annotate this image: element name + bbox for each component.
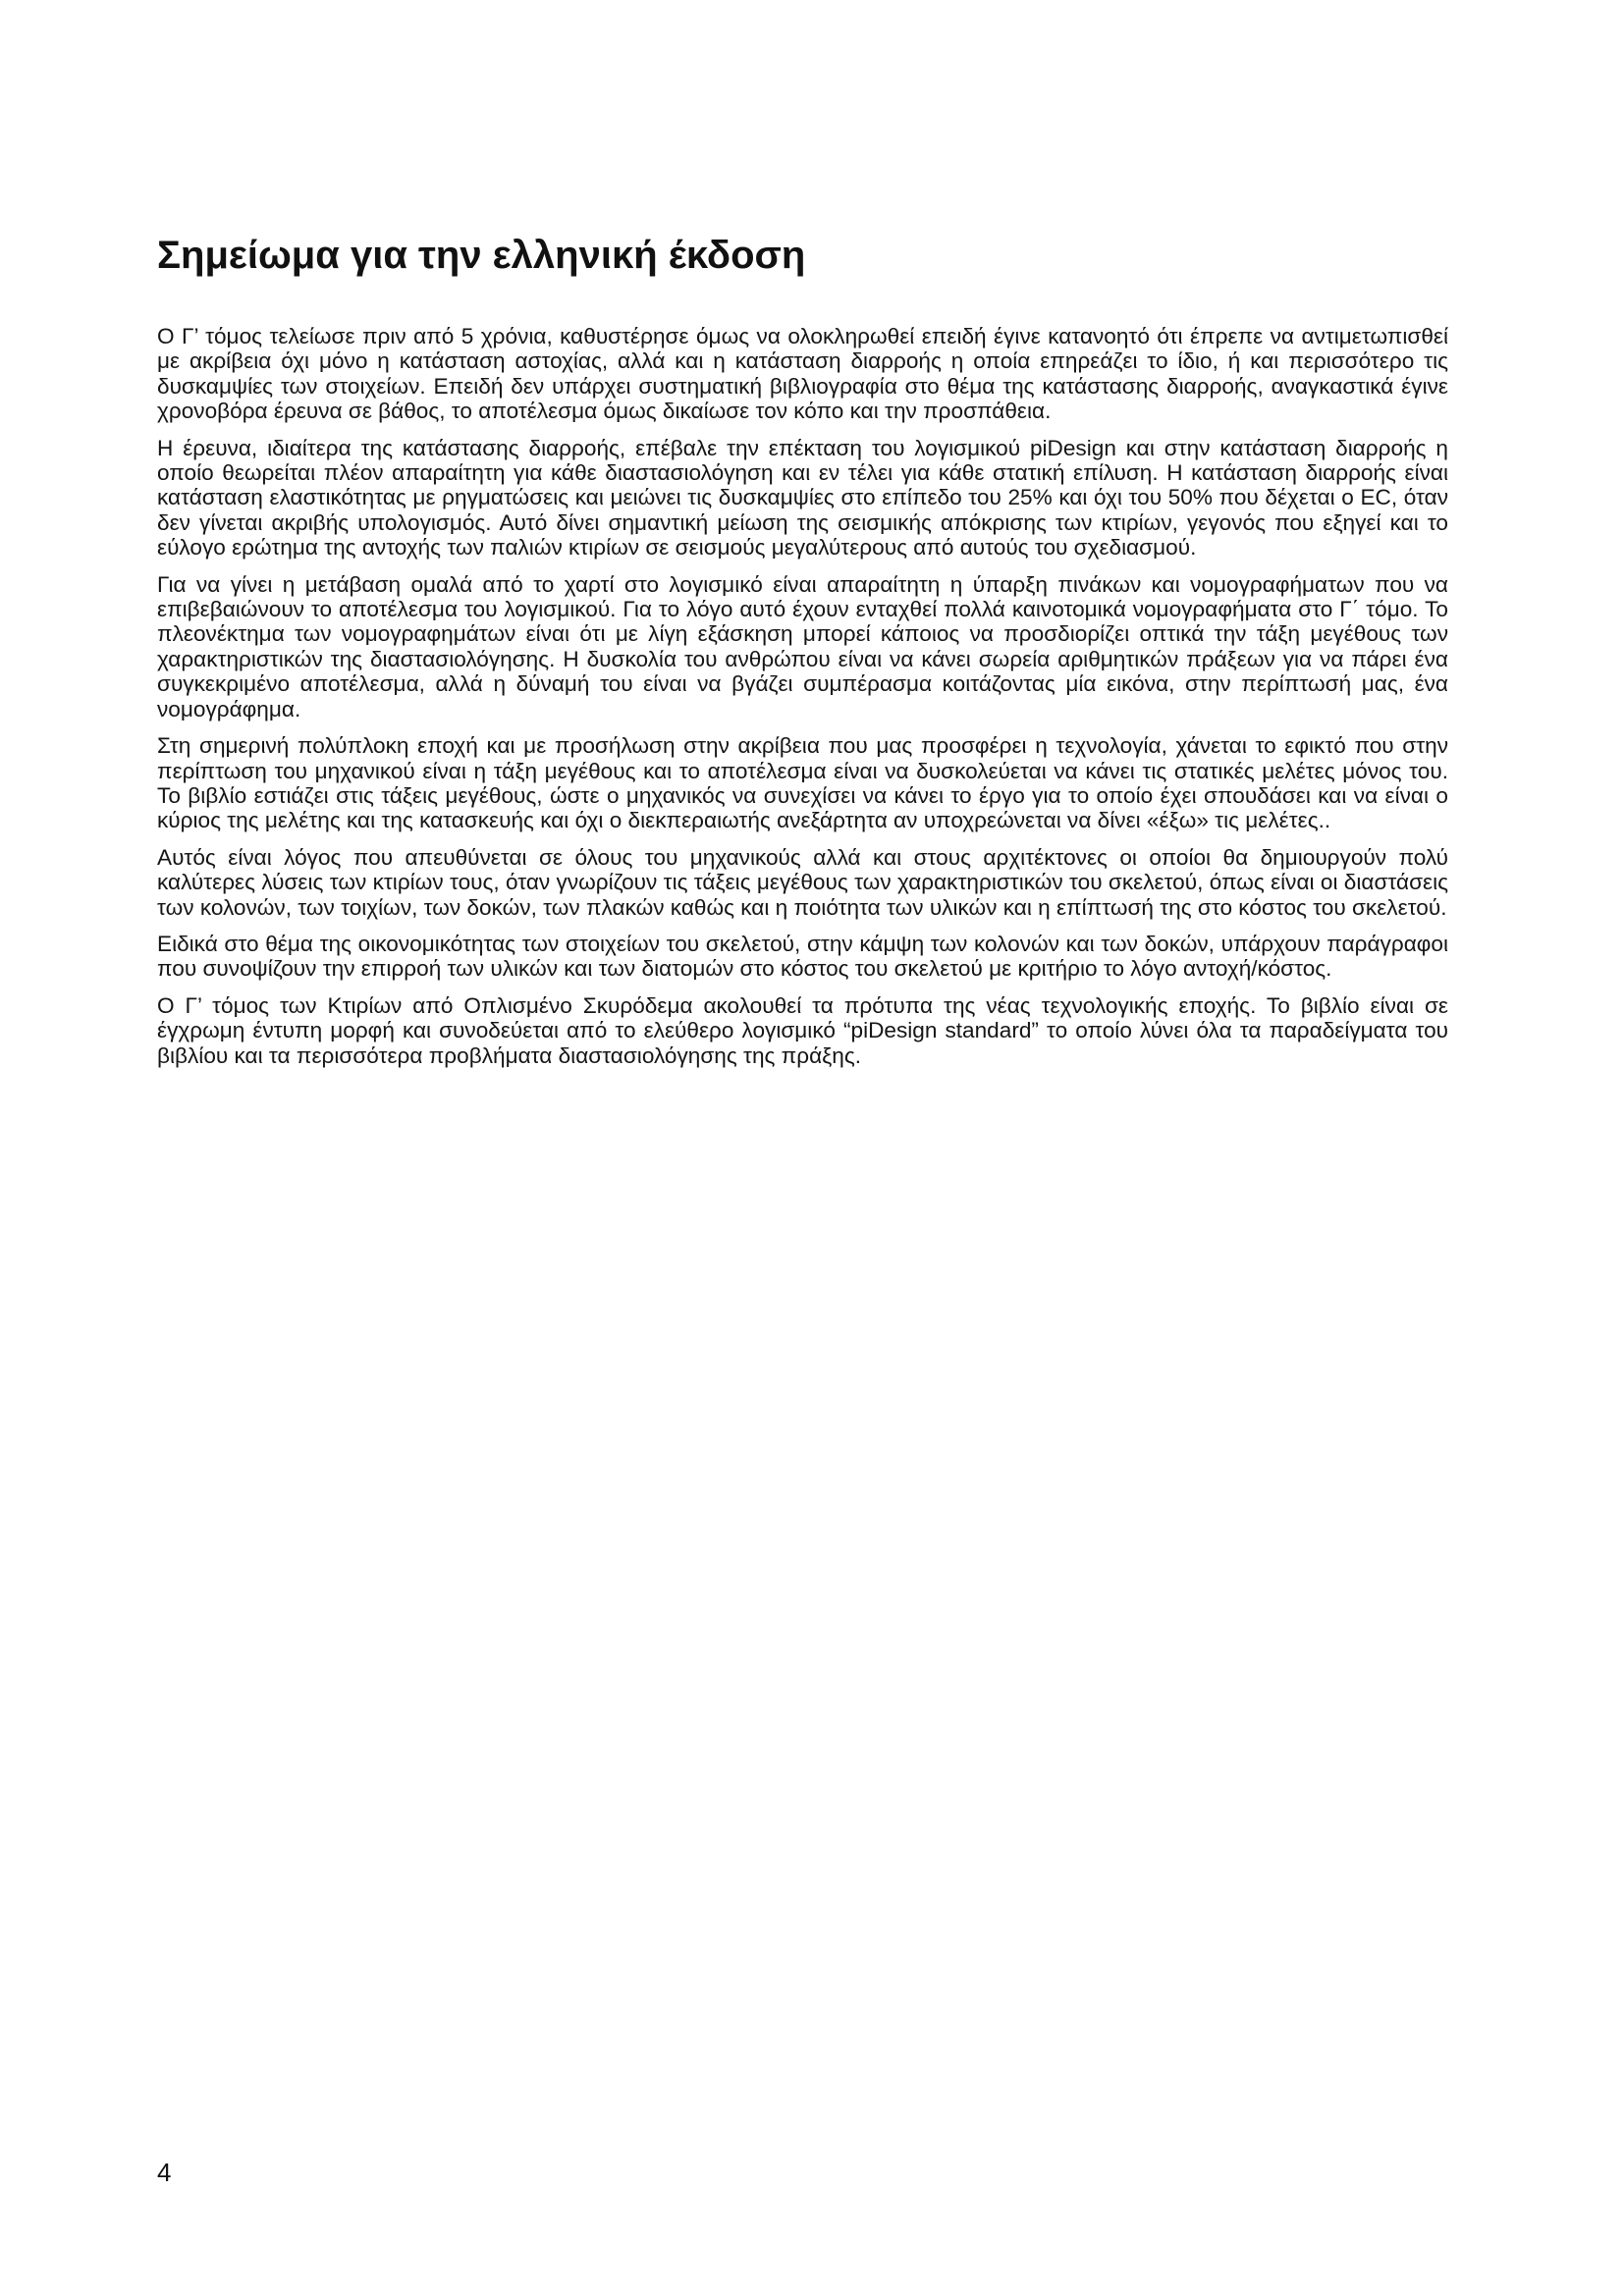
paragraph-1: Ο Γ’ τόμος τελείωσε πριν από 5 χρόνια, καθυστέρησε όμως να ολοκληρωθεί επειδή έγινε κατανοητό ότι έπρεπε να αντιμετωπισθεί με ακρίβεια όχι μόνο η κατάσταση αστοχίας, αλλά και η κατάσταση διαρροής η οποία επηρεάζει το ίδιο, ή και περισσότερο τις δυσκαμψίες των στοιχείων. Επειδή δεν υπάρχει συστηματική βιβλιογραφία στο θέμα της κατάστασης διαρροής, αναγκαστικά έγινε χρονοβόρα έρευνα σε βάθος, το αποτέλεσμα όμως δικαίωσε τον κόπο και την προσπάθεια. (157, 324, 1448, 424)
paragraph-3: Για να γίνει η μετάβαση ομαλά από το χαρτί στο λογισμικό είναι απαραίτητη η ύπαρξη πινάκων και νομογραφήματων που να επιβεβαιώνουν το αποτέλεσμα του λογισμικού. Για το λόγο αυτό έχουν ενταχθεί πολλά καινοτομικά νομογραφήματα στο Γ΄ τόμο. Το πλεονέκτημα των νομογραφημάτων είναι ότι με λίγη εξάσκηση μπορεί κάποιος να προσδιορίζει οπτικά την τάξη μεγέθους των χαρακτηριστικών της διαστασιολόγησης. Η δυσκολία του ανθρώπου είναι να κάνει σωρεία αριθμητικών πράξεων για να πάρει ένα συγκεκριμένο αποτέλεσμα, αλλά η δύναμή του είναι να βγάζει συμπέρασμα κοιτάζοντας μία εικόνα, στην περίπτωσή μας, ένα νομογράφημα. (157, 571, 1448, 721)
paragraph-7: Ο Γ’ τόμος των Κτιρίων από Οπλισμένο Σκυρόδεμα ακολουθεί τα πρότυπα της νέας τεχνολογικής εποχής. Το βιβλίο είναι σε έγχρωμη έντυπη μορφή και συνοδεύεται από το ελεύθερο λογισμικό “piDesign standard” το οποίο λύνει όλα τα παραδείγματα του βιβλίου και τα περισσότερα προβλήματα διαστασιολόγησης της πράξης. (157, 992, 1448, 1068)
page-number: 4 (157, 2158, 172, 2187)
page-title: Σημείωμα για την ελληνική έκδοση (157, 234, 806, 277)
body-text (157, 324, 1448, 1080)
paragraph-4: Στη σημερινή πολύπλοκη εποχή και με προσήλωση στην ακρίβεια που μας προσφέρει η τεχνολογία, χάνεται το εφικτό που στην περίπτωση του μηχανικού είναι η τάξη μεγέθους και το αποτέλεσμα είναι να δυσκολεύεται να κάνει τις στατικές μελέτες μόνος του. Το βιβλίο εστιάζει στις τάξεις μεγέθους, ώστε ο μηχανικός να συνεχίσει να κάνει το έργο για το οποίο έχει σπουδάσει και να είναι ο κύριος της μελέτης και της κατασκευής και όχι ο διεκπεραιωτής ανεξάρτητα αν υποχρεώνεται να δίνει «έξω» τις μελέτες.. (157, 733, 1448, 833)
paragraph-5: Αυτός είναι λόγος που απευθύνεται σε όλους του μηχανικούς αλλά και στους αρχιτέκτονες οι οποίοι θα δημιουργούν πολύ καλύτερες λύσεις των κτιρίων τους, όταν γνωρίζουν τις τάξεις μεγέθους των χαρακτηριστικών του σκελετού, όπως είναι οι διαστάσεις των κολονών, των τοιχίων, των δοκών, των πλακών καθώς και η ποιότητα των υλικών και η επίπτωσή της στο κόστος του σκελετού. (157, 844, 1448, 920)
paragraph-6: Ειδικά στο θέμα της οικονομικότητας των στοιχείων του σκελετού, στην κάμψη των κολονών και των δοκών, υπάρχουν παράγραφοι που συνοψίζουν την επιρροή των υλικών και των διατομών στο κόστος του σκελετού με κριτήριο το λόγο αντοχή/κόστος. (157, 931, 1448, 982)
paragraph-2: Η έρευνα, ιδιαίτερα της κατάστασης διαρροής, επέβαλε την επέκταση του λογισμικού piDesign και στην κατάσταση διαρροής η οποίο θεωρείται πλέον απαραίτητη για κάθε διαστασιολόγηση και εν τέλει για κάθε στατική επίλυση. Η κατάσταση διαρροής είναι κατάσταση ελαστικότητας με ρηγματώσεις και μειώνει τις δυσκαμψίες στο επίπεδο του 25% και όχι του 50% που δέχεται ο EC, όταν δεν γίνεται ακριβής υπολογισμός. Αυτό δίνει σημαντική μείωση της σεισμικής απόκρισης των κτιρίων, γεγονός που εξηγεί και το εύλογο ερώτημα της αντοχής των παλιών κτιρίων σε σεισμούς μεγαλύτερους από αυτούς του σχεδιασμού. (157, 435, 1448, 561)
